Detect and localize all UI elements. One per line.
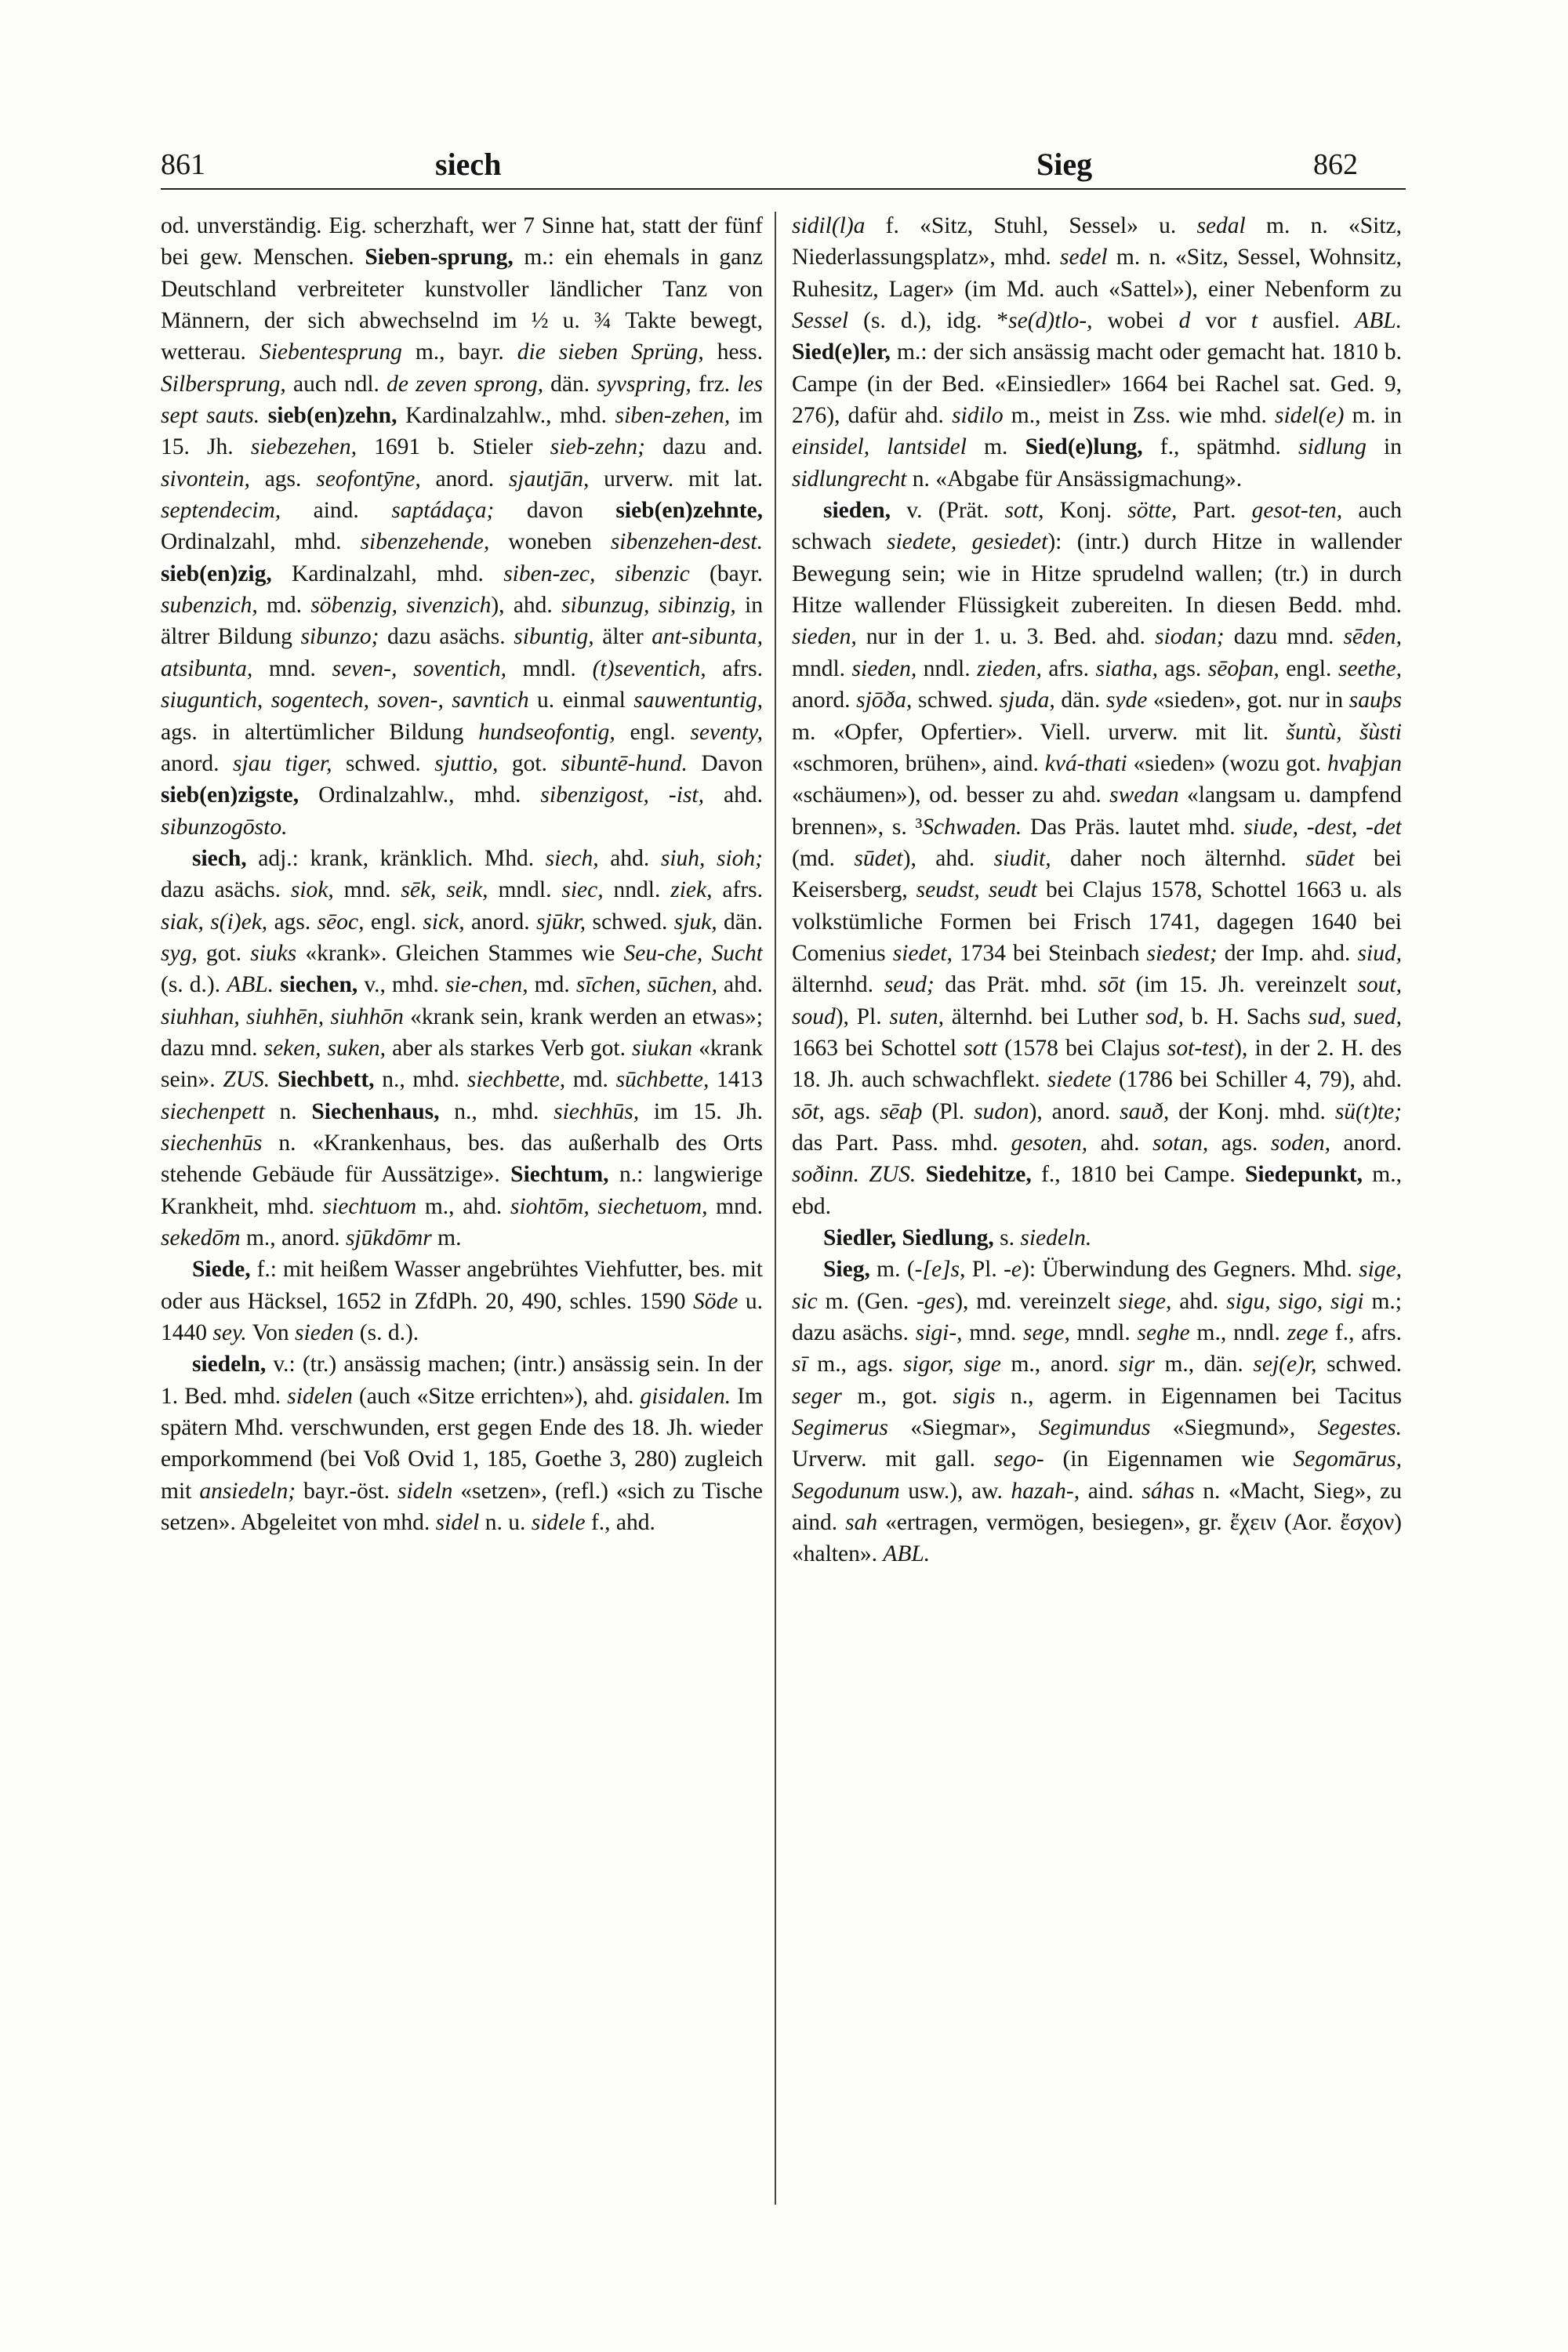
page-header [0,0,1568,196]
dictionary-paragraph: Sieg, m. (-[e]s, Pl. -e): Überwindung des Gegners. Mhd. sige, sic m. (Gen. -ges), md. vereinzelt siege, ahd. sigu, sigo, sigi m.; dazu asächs. sigi-, mnd. sege, mndl. seghe m., nndl. zege f., afrs. sī m., ags. sigor, sige m., anord. sigr m., dän. sej(e)r, schwed. seger m., got. sigis n., agerm. in Eigennamen bei Tacitus Segimerus «Siegmar», Segimundus «Siegmund», Segestes. Urverw. mit gall. sego- (in Eigennamen wie Segomārus, Segodunum usw.), aw. hazah-, aind. sáhas n. «Macht, Sieg», zu aind. sah «ertragen, vermögen, besiegen», gr. ἔχειν (Aor. ἔσχον) «halten». ABL. [792,1257,1402,1567]
right-page-number: 862 [1313,148,1358,181]
left-page-number: 861 [161,148,205,181]
dictionary-paragraph: siedeln, v.: (tr.) ansässig machen; (intr.) ansässig sein. In der 1. Bed. mhd. sidelen (auch «Sitze errichten»), ahd. gisidalen. Im spätern Mhd. verschwunden, erst gegen Ende des 18. Jh. wieder emporkommend (bei Voß Ovid 1, 185, Goethe 3, 280) zugleich mit ansiedeln; bayr.-öst. sideln «setzen», (refl.) «sich zu Tische setzen». Abgeleitet von mhd. sidel n. u. sidele f., ahd. [161,1352,763,1536]
column-divider [775,212,776,2205]
dictionary-paragraph: Siedler, Siedlung, s. siedeln. [823,1225,1092,1250]
left-column [161,210,763,2209]
dictionary-paragraph: siech, adj.: krank, kränklich. Mhd. siech, ahd. siuh, sioh; dazu asächs. siok, mnd. sēk, seik, mndl. siec, nndl. ziek, afrs. siak, s(i)ek, ags. sēoc, engl. sick, anord. sjūkr, schwed. sjuk, dän. syg, got. siuks «krank». Gleichen Stammes wie Seu-che, Sucht (s. d.). ABL. siechen, v., mhd. sie-chen, md. sīchen, sūchen, ahd. siuhhan, siuhhēn, siuhhōn «krank sein, krank werden an etwas»; dazu mnd. seken, suken, aber als starkes Verb got. siukan «krank sein». ZUS. Siechbett, n., mhd. siechbette, md. sūchbette, 1413 siechenpett n. Siechenhaus, n., mhd. siechhūs, im 15. Jh. siechenhūs n. «Krankenhaus, bes. das außerhalb des Orts stehende Gebäude für Aussätzige». Siechtum, n.: langwierige Krankheit, mhd. siechtuom m., ahd. siohtōm, siechetuom, mnd. sekedōm m., anord. sjūkdōmr m. [161,845,763,1250]
dictionary-paragraph: sidil(l)a f. «Sitz, Stuhl, Sessel» u. sedal m. n. «Sitz, Niederlassungsplatz», mhd. sedel m. n. «Sitz, Sessel, Wohnsitz, Ruhesitz, Lager» (im Md. auch «Sattel»), einer Nebenform zu Sessel (s. d.), idg. *se(d)tlo-, wobei d vor t ausfiel. ABL. Sied(e)ler, m.: der sich ansässig macht oder gemacht hat. 1810 b. Campe (in der Bed. «Einsiedler» 1664 bei Rachel sat. Ged. 9, 276), dafür ahd. sidilo m., meist in Zss. wie mhd. sidel(e) m. in einsidel, lantsidel m. Sied(e)lung, f., spätmhd. sidlung in sidlungrecht n. «Abgabe für Ansässigmachung». [792,213,1402,492]
right-running-head: Sieg [1036,147,1093,182]
dictionary-paragraph: sieden, v. (Prät. sott, Konj. sötte, Part. gesot-ten, auch schwach siedete, gesiedet): (intr.) durch Hitze in wallender Bewegung sein; wie in Hitze sprudelnd wallen; (tr.) in durch Hitze wallender Flüssigkeit zubereiten. In diesen Bedd. mhd. sieden, nur in der 1. u. 3. Bed. ahd. siodan; dazu mnd. sēden, mndl. sieden, nndl. zieden, afrs. siatha, ags. sēoþan, engl. seethe, anord. sjōða, schwed. sjuda, dän. syde «sieden», got. nur in sauþs m. «Opfer, Opfertier». Viell. urverw. mit lit. šuntù, šùsti «schmoren, brühen», aind. kvá-thati «sieden» (wozu got. hvaþjan «schäumen»), od. besser zu ahd. swedan «langsam u. dampfend brennen», s. ³Schwaden. Das Präs. lautet mhd. siude, -dest, -det (md. sūdet), ahd. siudit, daher noch älternhd. sūdet bei Keisersberg, seudst, seudt bei Clajus 1578, Schottel 1663 u. als volkstümliche Formen bei Frisch 1741, dagegen 1640 bei Comenius siedet, 1734 bei Steinbach siedest; der Imp. ahd. siud, älternhd. seud; das Prät. mhd. sōt (im 15. Jh. vereinzelt sout, soud), Pl. suten, älternhd. bei Luther sod, b. H. Sachs sud, sued, 1663 bei Schottel sott (1578 bei Clajus sot-test), in der 2. H. des 18. Jh. auch schwachflekt. siedete (1786 bei Schiller 4, 79), ahd. sōt, ags. sēaþ (Pl. sudon), anord. sauð, der Konj. mhd. sü(t)te; das Part. Pass. mhd. gesoten, ahd. sotan, ags. soden, anord. soðinn. ZUS. Siedehitze, f., 1810 bei Campe. Siedepunkt, m., ebd. [792,498,1402,1219]
right-column [792,210,1402,2209]
dictionary-paragraph: od. unverständig. Eig. scherzhaft, wer 7 Sinne hat, statt der fünf bei gew. Menschen. Sieben-sprung, m.: ein ehemals in ganz Deutschland verbreiteter kunstvoller ländlicher Tanz von Männern, der sich abwechselnd im ½ u. ¾ Takte bewegt, wetterau. Siebentesprung m., bayr. die sieben Sprüng, hess. Silbersprung, auch ndl. de zeven sprong, dän. syvspring, frz. les sept sauts. sieb(en)zehn, Kardinalzahlw., mhd. siben-zehen, im 15. Jh. siebezehen, 1691 b. Stieler sieb-zehn; dazu and. sivontein, ags. seofontȳne, anord. sjautjān, urverw. mit lat. septendecim, aind. saptádaça; davon sieb(en)zehnte, Ordinalzahl, mhd. sibenzehende, woneben sibenzehen-dest. sieb(en)zig, Kardinalzahl, mhd. siben-zec, sibenzic (bayr. subenzich, md. söbenzig, sivenzich), ahd. sibunzug, sibinzig, in ältrer Bildung sibunzo; dazu asächs. sibuntig, älter ant-sibunta, atsibunta, mnd. seven-, soventich, mndl. (t)seventich, afrs. siuguntich, sogentech, soven-, savntich u. einmal sauwentuntig, ags. in altertümlicher Bildung hundseofontig, engl. seventy, anord. sjau tiger, schwed. sjuttio, got. sibuntē-hund. Davon sieb(en)zigste, Ordinalzahlw., mhd. sibenzigost, -ist, ahd. sibunzogōsto. [161,213,763,840]
header-rule [161,188,1406,190]
dictionary-paragraph: Siede, f.: mit heißem Wasser angebrühtes Viehfutter, bes. mit oder aus Häcksel, 1652 in ZfdPh. 20, 490, schles. 1590 Söde u. 1440 sey. Von sieden (s. d.). [161,1257,763,1346]
left-running-head: siech [435,147,502,182]
